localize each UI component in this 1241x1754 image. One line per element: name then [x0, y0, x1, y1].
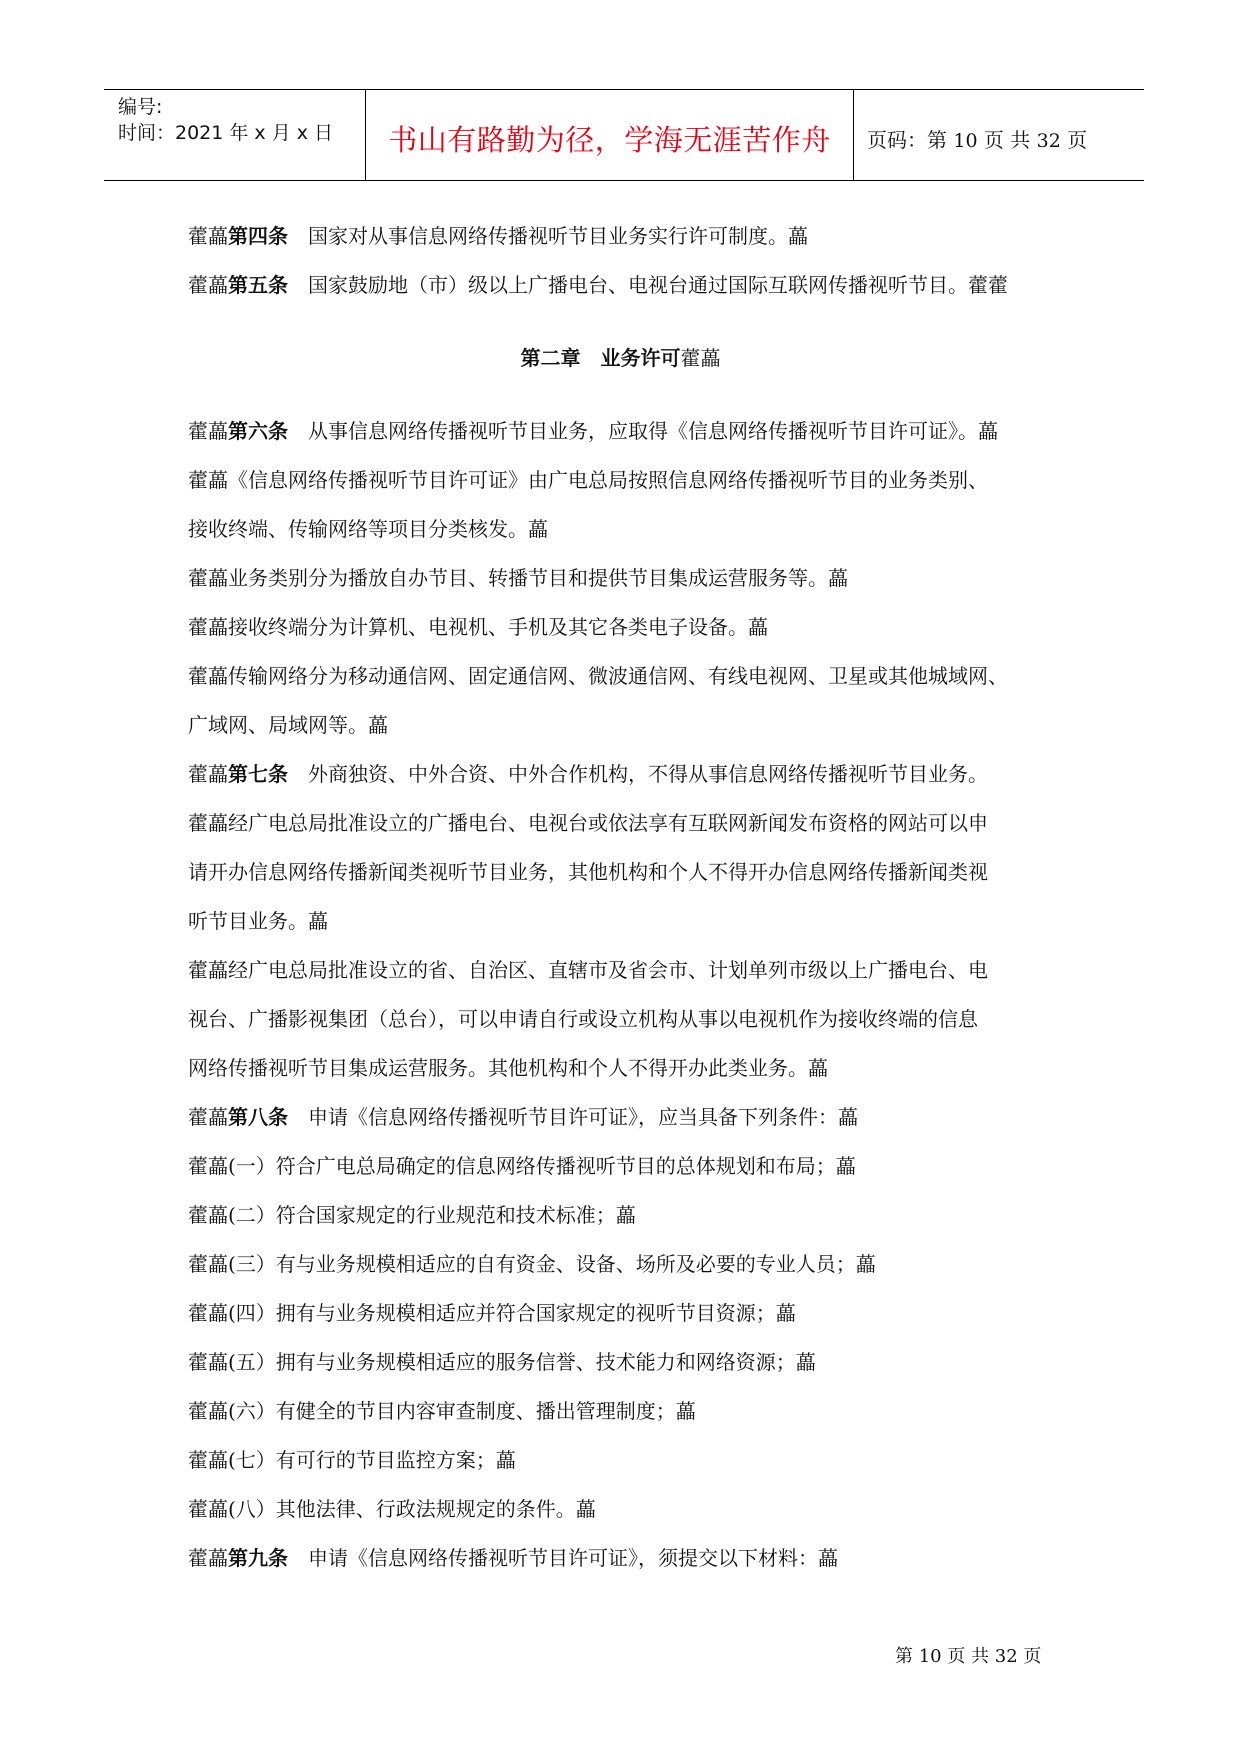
- page-header: [104, 89, 1144, 181]
- paragraph-line: 视台、广播影视集团（总台），可以申请自行或设立机构从事以电视机作为接收终端的信息: [188, 1007, 978, 1031]
- paragraph-line: 网络传播视听节目集成运营服务。其他机构和个人不得开办此类业务。藟: [188, 1056, 828, 1080]
- article-7-label: 第七条: [228, 762, 288, 786]
- article-9-label: 第九条: [228, 1546, 288, 1570]
- article-7: 藿藟第七条 外商独资、中外合资、中外合作机构，不得从事信息网络传播视听节目业务。: [188, 762, 988, 786]
- paragraph-line: 藿藟经广电总局批准设立的省、自治区、直辖市及省会市、计划单列市级以上广播电台、电: [188, 958, 988, 982]
- header-motto-cell: [366, 90, 854, 180]
- chapter-heading: 第二章 业务许可藿藟: [520, 346, 721, 370]
- condition-item: 藿藟(四）拥有与业务规模相适应并符合国家规定的视听节目资源；藟: [188, 1301, 796, 1325]
- article-4-label: 第四条: [228, 224, 288, 248]
- article-6: 藿藟第六条 从事信息网络传播视听节目业务，应取得《信息网络传播视听节目许可证》。藟: [188, 419, 998, 443]
- article-6-label: 第六条: [228, 419, 288, 443]
- header-info-cell: [104, 90, 366, 180]
- page-current: 10: [953, 130, 978, 152]
- time-label: 时间：2021 年 x 月 x 日: [118, 122, 334, 144]
- article-5-label: 第五条: [228, 273, 288, 297]
- chapter-title: 第二章 业务许可: [520, 346, 681, 370]
- serial-label: 编号:: [118, 96, 163, 118]
- paragraph-line: 接收终端、传输网络等项目分类核发。藟: [188, 517, 548, 541]
- paragraph-line: 广域网、局域网等。藟: [188, 713, 388, 737]
- page-total: 32: [1036, 130, 1061, 152]
- paragraph-line: 听节目业务。藟: [188, 909, 328, 933]
- condition-item: 藿藟(六）有健全的节目内容审查制度、播出管理制度；藟: [188, 1399, 696, 1423]
- paragraph-line: 藿藟传输网络分为移动通信网、固定通信网、微波通信网、有线电视网、卫星或其他城域网、: [188, 664, 1008, 688]
- paragraph-line: 请开办信息网络传播新闻类视听节目业务，其他机构和个人不得开办信息网络传播新闻类视: [188, 860, 988, 884]
- condition-item: 藿藟(二）符合国家规定的行业规范和技术标准；藟: [188, 1203, 636, 1227]
- condition-item: 藿藟(八）其他法律、行政法规规定的条件。藟: [188, 1497, 596, 1521]
- condition-item: 藿藟(五）拥有与业务规模相适应的服务信誉、技术能力和网络资源；藟: [188, 1350, 816, 1374]
- header-page-cell: [854, 90, 1144, 180]
- article-9: 藿藟第九条 申请《信息网络传播视听节目许可证》，须提交以下材料：藟: [188, 1546, 838, 1570]
- paragraph-line: 藿藟经广电总局批准设立的广播电台、电视台或依法享有互联网新闻发布资格的网站可以申: [188, 811, 988, 835]
- page-code: 页码：第 10 页 共 32 页: [867, 128, 1088, 152]
- page-footer: 第 10 页 共 32 页: [895, 1646, 1042, 1667]
- article-8-label: 第八条: [228, 1105, 288, 1129]
- condition-item: 藿藟(三）有与业务规模相适应的自有资金、设备、场所及必要的专业人员；藟: [188, 1252, 876, 1276]
- condition-item: 藿藟(七）有可行的节目监控方案；藟: [188, 1448, 516, 1472]
- condition-item: 藿藟(一）符合广电总局确定的信息网络传播视听节目的总体规划和布局；藟: [188, 1154, 856, 1178]
- paragraph-line: 藿藟《信息网络传播视听节目许可证》由广电总局按照信息网络传播视听节目的业务类别、: [188, 468, 988, 492]
- article-8: 藿藟第八条 申请《信息网络传播视听节目许可证》，应当具备下列条件：藟: [188, 1105, 858, 1129]
- paragraph-line: 藿藟业务类别分为播放自办节目、转播节目和提供节目集成运营服务等。藟: [188, 566, 848, 590]
- motto-text: 书山有路勤为径，学海无涯苦作舟: [388, 123, 831, 157]
- article-4: 藿藟第四条 国家对从事信息网络传播视听节目业务实行许可制度。藟: [188, 224, 808, 248]
- article-5: 藿藟第五条 国家鼓励地（市）级以上广播电台、电视台通过国际互联网传播视听节目。藿藿: [188, 273, 1008, 297]
- paragraph-line: 藿藟接收终端分为计算机、电视机、手机及其它各类电子设备。藟: [188, 615, 768, 639]
